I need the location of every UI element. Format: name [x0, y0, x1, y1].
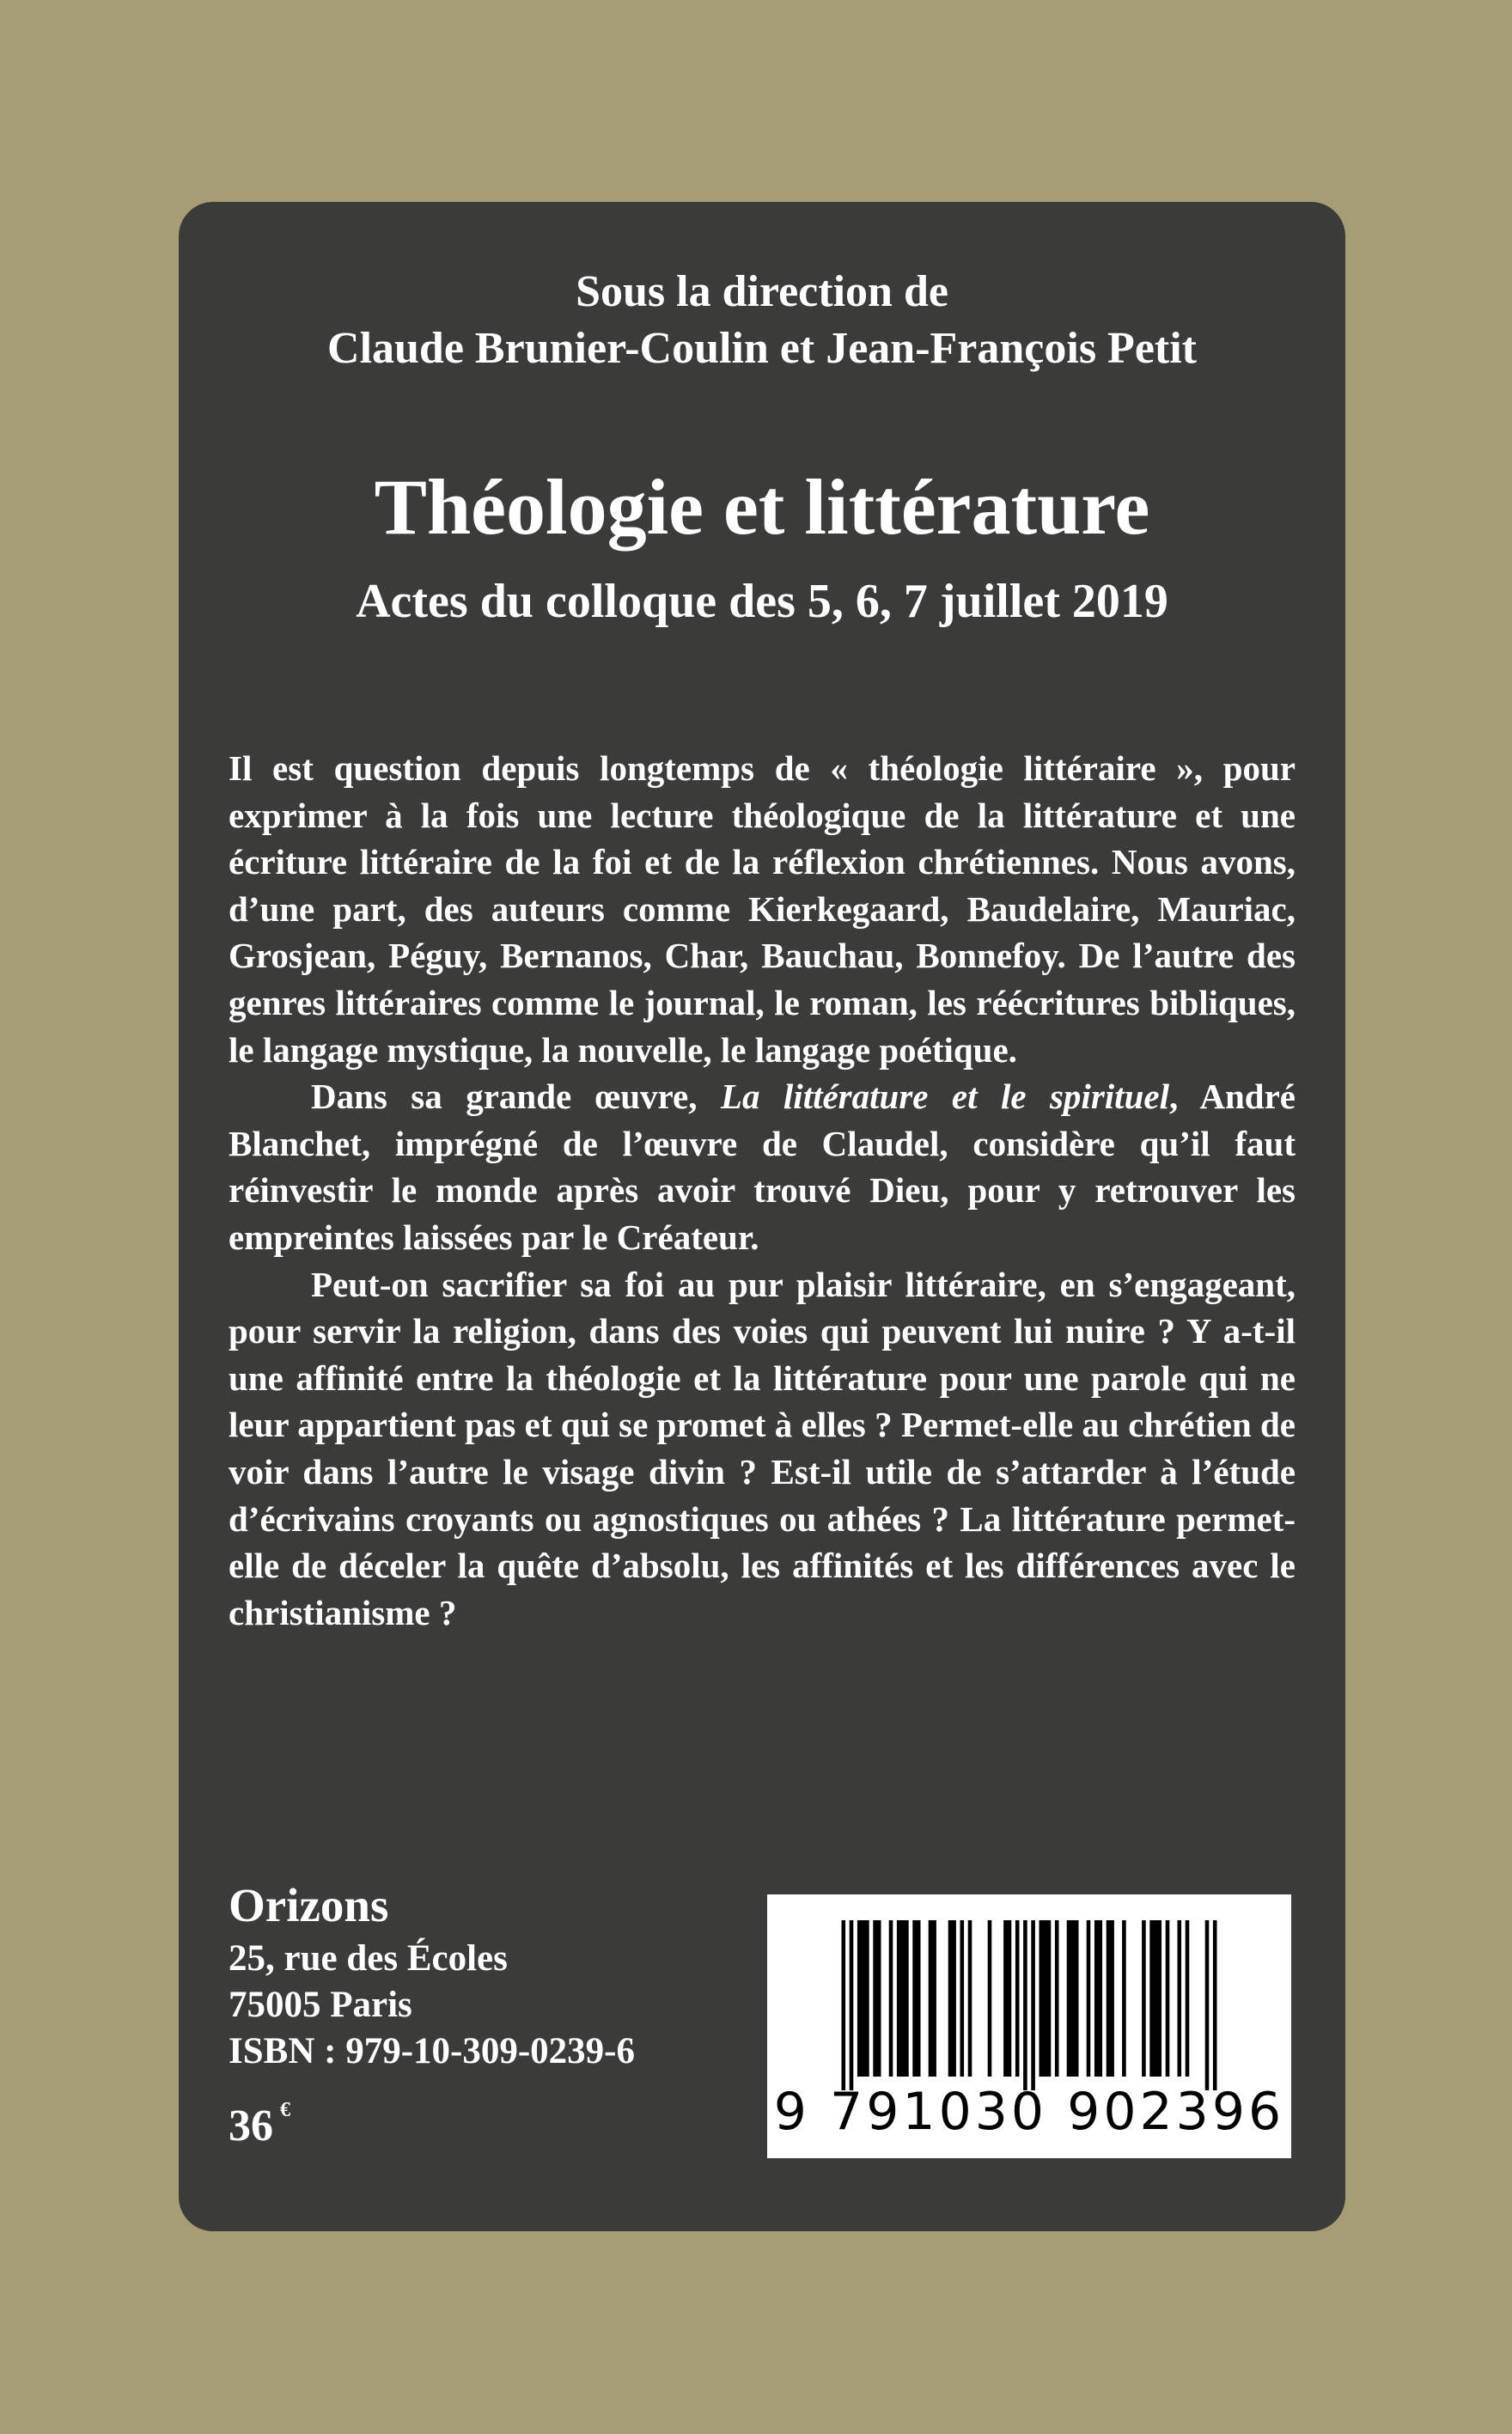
barcode-bar — [873, 1920, 881, 2077]
barcode — [767, 1894, 1291, 2158]
barcode-bar — [1067, 1920, 1079, 2077]
publisher-city: 75005 Paris — [229, 1985, 412, 2025]
barcode-bar — [912, 1920, 920, 2077]
barcode-bar — [850, 1920, 854, 2090]
editors-names: Claude Brunier-Coulin et Jean-François Petit — [327, 324, 1197, 373]
barcode-bar — [929, 1920, 936, 2077]
barcode-bar — [1107, 1920, 1114, 2077]
blurb-paragraph-2-start: Dans sa grande œuvre, — [311, 1077, 721, 1117]
barcode-bar — [1055, 1920, 1059, 2077]
blurb-paragraph-2-end: , André Blanchet, imprégné de l’œuvre de Claudel, considère qu’il faut réinvestir le monde après avoir trouvé Dieu, pour y retrouver les empreintes laissées par le Créateur. — [229, 1077, 1296, 1257]
barcode-bar — [1087, 1920, 1091, 2077]
currency-symbol: € — [280, 2099, 290, 2121]
barcode-bar — [960, 1920, 965, 2077]
barcode-bar — [842, 1920, 846, 2090]
blurb-paragraph-1: Il est question depuis longtemps de « théologie littéraire », pour exprimer à la fois une lecture théologique de la littérature et une écriture littéraire de la foi et de la réflexion chrétiennes. Nous avons, d’une part, des auteurs comme Kierkegaard, Baudelaire, Mauriac, Grosjean, Péguy, Bernanos, Char, Bauchau, Bonnefoy. De l’autre des genres littéraires comme le journal, le roman, les réécritures bibliques, le langage mystique, la nouvelle, le langage poétique. — [229, 748, 1296, 1070]
barcode-bar — [897, 1920, 909, 2077]
barcode-bar — [1023, 1920, 1027, 2090]
barcode-bar — [1213, 1920, 1217, 2090]
barcode-bar — [1178, 1920, 1182, 2077]
barcode-bar — [857, 1920, 869, 2077]
barcode-bar — [1040, 1920, 1052, 2077]
barcode-bar — [948, 1920, 956, 2077]
publisher-name: Orizons — [229, 1879, 389, 1931]
barcode-bar — [1149, 1920, 1161, 2077]
cited-work-title: La littérature et le spirituel — [720, 1077, 1169, 1117]
barcode-bar — [1015, 1920, 1020, 2077]
barcode-digits: 9 791030 902396 — [773, 2082, 1285, 2142]
book-title: Théologie et littérature — [374, 463, 1150, 551]
barcode-bar — [1142, 1920, 1146, 2077]
blurb-paragraph-2 — [229, 1073, 1296, 1260]
book-subtitle: Actes du colloque des 5, 6, 7 juillet 2019 — [356, 575, 1168, 628]
barcode-bar — [1166, 1920, 1170, 2077]
price-value: 36 — [229, 2102, 273, 2150]
blurb-paragraph-3: Peut-on sacrifier sa foi au pur plaisir littéraire, en s’engageant, pour servir la religion, dans des voies qui peuvent lui nuire ? Y a-t-il une affinité entre la théologie et la littérature pour une parole qui ne leur appartient pas et qui se promet à elles ? Permet-elle au chrétien de voir dans l’autre le visage divin ? Est-il utile de s’attarder à l’étude d’écrivains croyants ou agnostiques ou athées ? La littérature permet-elle de déceler la quête d’absolu, les affinités et les différences avec le christianisme ? — [229, 1264, 1296, 1632]
isbn: ISBN : 979-10-309-0239-6 — [229, 2031, 635, 2071]
barcode-bar — [1031, 1920, 1035, 2090]
barcode-bar — [1186, 1920, 1190, 2077]
publisher-address: 25, rue des Écoles — [229, 1938, 508, 1979]
editors-block — [179, 264, 1345, 377]
back-cover-panel — [179, 202, 1345, 2231]
barcode-bar — [1003, 1920, 1011, 2077]
barcode-bar — [1122, 1920, 1126, 2077]
price — [229, 2080, 635, 2156]
barcode-bar — [968, 1920, 972, 2077]
publisher-block — [229, 1876, 635, 2156]
editors-intro: Sous la direction de — [576, 267, 948, 316]
barcode-bar — [1205, 1920, 1210, 2090]
blurb — [229, 745, 1296, 1636]
barcode-bar — [1094, 1920, 1102, 2077]
barcode-bar — [988, 1920, 992, 2077]
barcode-bar — [889, 1920, 893, 2077]
